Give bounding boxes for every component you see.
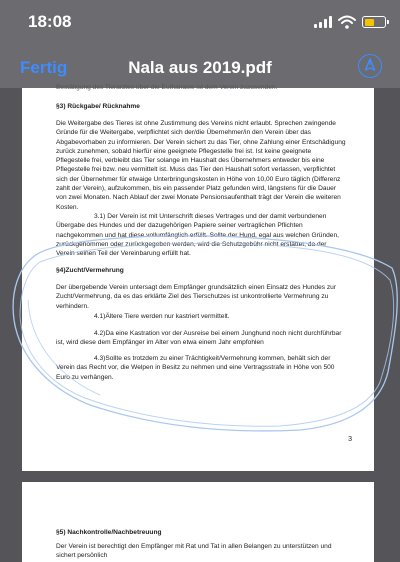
status-icons: [314, 14, 386, 30]
section-4-heading: §4)Zucht/Vermehrung: [56, 267, 124, 274]
pdf-page-4[interactable]: [22, 482, 374, 562]
section-4-paragraph-1: Der übergebende Verein untersagt dem Empfänger grundsätzlich einen Einsatz des Hundes zur Zucht/Vermehrung, da es das erklärte Ziel des Tierschutzes ist unkontrollierte Vermehrung zu verhindern.: [56, 284, 337, 310]
top-bar: [0, 0, 400, 88]
battery-level: [365, 19, 375, 26]
cut-text-line: Bestätigung des Tierarztes über die Euthanasie ist dem Verein zuzusenden.: [56, 84, 278, 91]
cellular-signal-icon: [314, 16, 332, 28]
section-3-paragraph-1: Die Weitergabe des Tieres ist ohne Zustimmung des Vereins nicht erlaubt. Sprechen zwingende Gründe für die Weitergabe, verpflichtet sich der/die Übernehmer/in den Verein über das Abgabevorhaben zu informieren. Der Verein sichert zu das Tier, ohne Zahlung einer Entschädigung zurück zunehmen, sobald hierfür eine geeignete Pflegestelle frei ist. Ist keine geeignete Pflegestelle frei, verbleibt das Tier solange im Haushalt des Übernehmers entweder bis eine Pflegestelle frei bzw. neu vermittelt ist. Muss das Tier den Haushalt sofort verlassen, verpflichtet sich der Übernehmer für etwaige Unterbringungskosten in Höhe von 10,00 Euro täglich (Differenz zahlt der Verein), aufzukommen, bis ein passender Platz gefunden wird, längstens für die Dauer von zwei Monaten. Nach Ablauf der zwei Monate Pensionsaufenthalt trägt der Verein die weiteren Kosten.: [56, 120, 346, 211]
document-title: Nala aus 2019.pdf: [128, 58, 272, 77]
section-5-heading: §5) Nachkontrolle/Nachbetreuung: [56, 529, 162, 536]
status-time: 18:08: [28, 12, 72, 31]
section-4-paragraph-4: 4.3)Sollte es trotzdem zu einer Trächtigkeit/Vermehrung kommen, behält sich der Verein das Recht vor, die Welpen in Besitz zu nehmen und eine Vertragsstrafe in Höhe von 500 Euro zu verhängen.: [56, 355, 335, 381]
pdf-page-3[interactable]: [22, 84, 374, 471]
markup-pen-icon[interactable]: [358, 54, 382, 78]
section-4-paragraph-3: 4.2)Da eine Kastration vor der Ausreise bei einem Junghund noch nicht durchführbar ist, wird diese dem Empfänger im Alter von etwa einem Jahr empfohlen: [56, 330, 342, 347]
cut-text-line: Der Verein ist berechtigt den Empfänger mit Rat und Tat in allen Belangen zu unterstützen und sichert persönlich: [56, 543, 332, 560]
section-4-paragraph-2: 4.1)Ältere Tiere werden nur kastriert vermittelt.: [94, 313, 230, 320]
section-3-heading: §3) Rückgabe/ Rücknahme: [56, 103, 140, 110]
done-button[interactable]: Fertig: [20, 58, 68, 77]
page-number: 3: [348, 436, 352, 443]
wifi-icon: [338, 15, 356, 29]
battery-icon: [362, 16, 386, 28]
section-3-paragraph-2: 3.1) Der Verein ist mit Unterschrift dieses Vertrages und der damit verbundenen Übergabe des Hundes und der dazugehörigen Papiere seiner vertraglichen Pflichten nachgekommen und hat diese vollumfänglich erfüllt. Sollte der Hund, egal aus welchen Gründen, zurückgenommen oder zurückgegeben werden, wird die Schutzgebühr nicht erstattet, da der Verein seinen Teil der Vereinbarung erfüllt hat.: [56, 213, 339, 258]
